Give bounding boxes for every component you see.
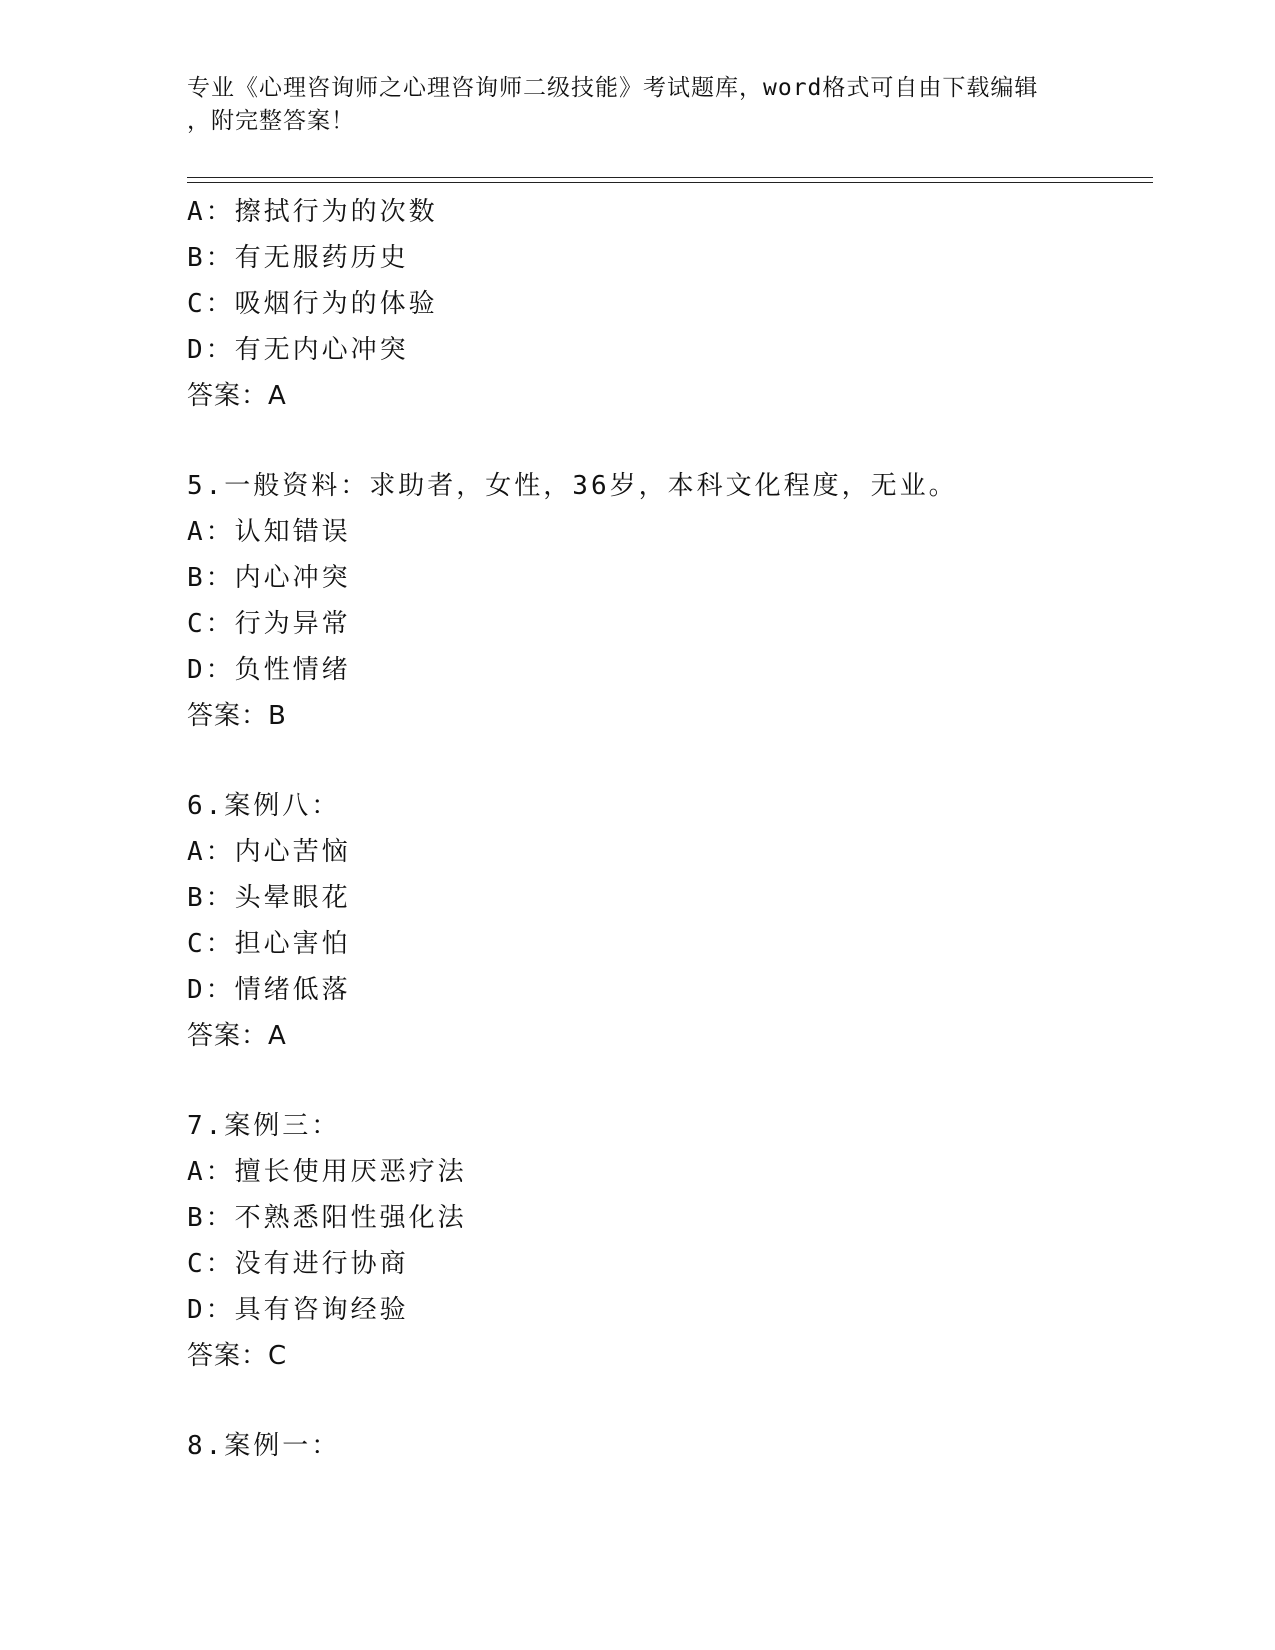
option-d: D：负性情绪 <box>187 655 351 685</box>
header-line-2: ，附完整答案！ <box>187 108 355 134</box>
option-c: C：行为异常 <box>187 609 351 639</box>
question-text: 5.一般资料：求助者，女性，36岁，本科文化程度，无业。 <box>187 471 958 501</box>
question-text: 8.案例一： <box>187 1431 341 1461</box>
option-a: A：擅长使用厌恶疗法 <box>187 1157 467 1187</box>
question-block <box>187 463 1147 739</box>
answer-line: 答案：A <box>187 1021 287 1051</box>
option-b: B：头晕眼花 <box>187 883 351 913</box>
question-block <box>187 1103 1147 1379</box>
option-b: B：有无服药历史 <box>187 243 409 273</box>
question-text: 7.案例三： <box>187 1111 341 1141</box>
question-text: 6.案例八： <box>187 791 341 821</box>
question-block <box>187 1423 1147 1469</box>
answer-line: 答案：B <box>187 701 287 731</box>
answer-line: 答案：A <box>187 381 287 411</box>
option-d: D：有无内心冲突 <box>187 335 409 365</box>
question-block <box>187 189 1147 419</box>
option-c: C：吸烟行为的体验 <box>187 289 438 319</box>
option-d: D：具有咨询经验 <box>187 1295 409 1325</box>
option-a: A：内心苦恼 <box>187 837 351 867</box>
option-c: C：没有进行协商 <box>187 1249 409 1279</box>
question-list <box>187 189 1147 1469</box>
option-d: D：情绪低落 <box>187 975 351 1005</box>
option-b: B：内心冲突 <box>187 563 351 593</box>
answer-line: 答案：C <box>187 1341 288 1371</box>
header-line-1: 专业《心理咨询师之心理咨询师二级技能》考试题库，word格式可自由下载编辑 <box>187 75 1039 101</box>
header-divider-top <box>187 177 1153 178</box>
option-a: A：擦拭行为的次数 <box>187 197 438 227</box>
question-block <box>187 783 1147 1059</box>
header-divider-bottom <box>187 182 1153 183</box>
option-c: C：担心害怕 <box>187 929 351 959</box>
document-header <box>187 72 1087 138</box>
option-b: B：不熟悉阳性强化法 <box>187 1203 467 1233</box>
option-a: A：认知错误 <box>187 517 351 547</box>
